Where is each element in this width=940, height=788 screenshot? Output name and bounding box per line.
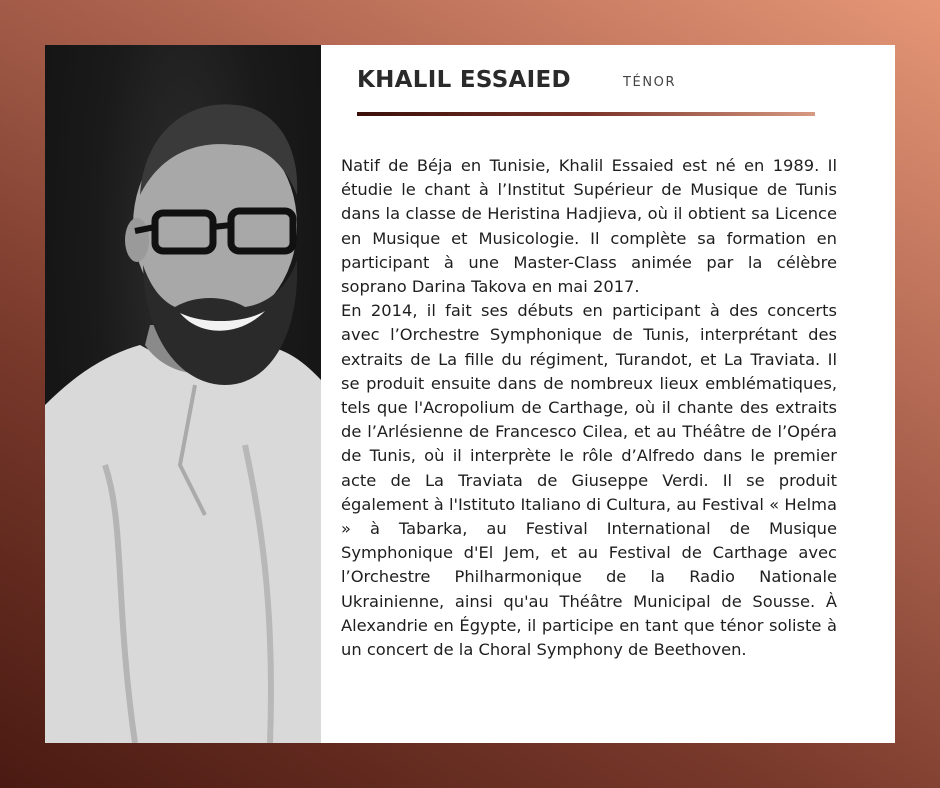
biography-text xyxy=(341,154,837,662)
portrait-photo xyxy=(45,45,321,743)
bio-card xyxy=(45,45,895,743)
portrait-illustration xyxy=(45,45,321,743)
artist-role: TÉNOR xyxy=(623,75,677,90)
title-divider xyxy=(357,112,815,116)
bio-paragraph: En 2014, il fait ses débuts en participant à des concerts avec l’Orchestre Symphonique de Tunis, interprétant des extraits de La fille du régiment, Turandot, et La Traviata. Il se produit ensuite dans de nombreux lieux emblématiques, tels que l'Acropolium de Carthage, où il chante des extraits de l’Arlésienne de Francesco Cilea, et au Théâtre de l’Opéra de Tunis, où il interprète le rôle d’Alfredo dans le premier acte de La Traviata de Giuseppe Verdi. Il se produit également à l'Istituto Italiano di Cultura, au Festival « Helma » à Tabarka, au Festival International de Musique Symphonique d'El Jem, et au Festival de Carthage avec l’Orchestre Philharmonique de la Radio Nationale Ukrainienne, ainsi qu'au Théâtre Municipal de Sousse. À Alexandrie en Égypte, il participe en tant que ténor soliste à un concert de la Choral Symphony de Beethoven. xyxy=(341,301,837,660)
artist-name: KHALIL ESSAIED xyxy=(357,67,571,93)
bio-paragraph: Natif de Béja en Tunisie, Khalil Essaied est né en 1989. Il étudie le chant à l’Institut Supérieur de Musique de Tunis dans la classe de Heristina Hadjieva, où il obtient sa Licence en Musique et Musicologie. Il complète sa formation en participant à une Master-Class animée par la célèbre soprano Darina Takova en mai 2017. xyxy=(341,156,837,297)
text-column xyxy=(341,45,875,743)
